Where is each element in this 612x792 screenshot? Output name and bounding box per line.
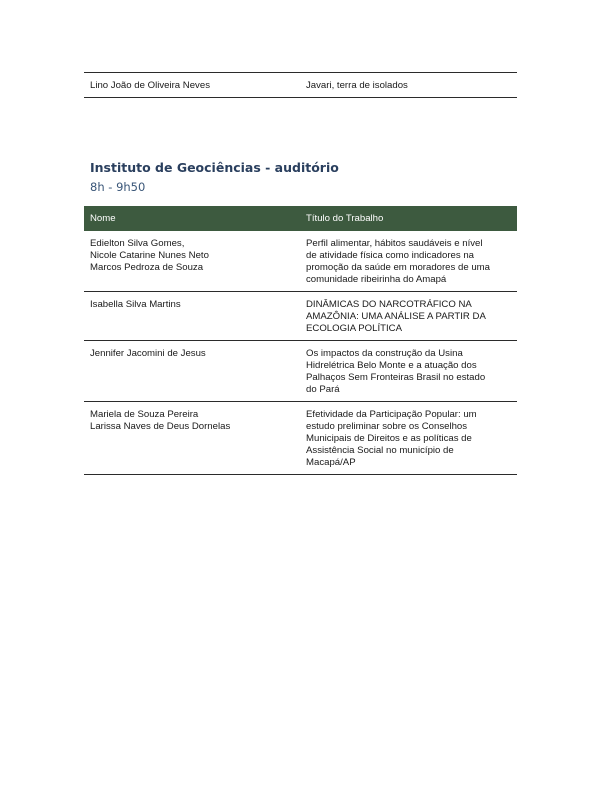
- paper-title: Javari, terra de isolados: [306, 80, 408, 91]
- previous-session-table: [84, 72, 517, 98]
- title-line: Efetividade da Participação Popular: um: [306, 409, 477, 420]
- title-line: estudo preliminar sobre os Conselhos: [306, 421, 468, 432]
- presenter-name: Larissa Naves de Deus Dornelas: [90, 421, 231, 432]
- title-line: Assistência Social no município de: [306, 445, 454, 456]
- paper-title: [300, 341, 517, 401]
- title-line: Municipais de Direitos e as políticas de: [306, 433, 472, 444]
- header-title: Título do Trabalho: [306, 213, 384, 224]
- table-header: [84, 206, 517, 231]
- table-row: [84, 401, 517, 474]
- presenter-name: Nicole Catarine Nunes Neto: [90, 250, 209, 261]
- title-line: DINÂMICAS DO NARCOTRÁFICO NA: [306, 299, 472, 310]
- section-time: 8h - 9h50: [90, 180, 146, 194]
- table-row: [84, 73, 517, 97]
- title-line: Hidrelétrica Belo Monte e a atuação dos: [306, 360, 477, 371]
- title-line: AMAZÔNIA: UMA ANÁLISE A PARTIR DA: [306, 311, 486, 322]
- title-line: comunidade ribeirinha do Amapá: [306, 274, 447, 285]
- presenter-names: [84, 292, 300, 340]
- table-row: [84, 291, 517, 340]
- title-line: ECOLOGIA POLÍTICA: [306, 323, 402, 334]
- paper-title: [300, 402, 517, 474]
- presenter-name: Mariela de Souza Pereira: [90, 409, 199, 420]
- presenter-name: Edielton Silva Gomes,: [90, 238, 185, 249]
- title-line: Palhaços Sem Fronteiras Brasil no estado: [306, 372, 486, 383]
- presenter-name: Isabella Silva Martins: [90, 299, 181, 310]
- presenter-names: [84, 231, 300, 291]
- title-line: Os impactos da construção da Usina: [306, 348, 463, 359]
- title-line: do Pará: [306, 384, 340, 395]
- header-name: Nome: [90, 213, 116, 224]
- presenter-name: Lino João de Oliveira Neves: [90, 80, 210, 91]
- presenter-name: Marcos Pedroza de Souza: [90, 262, 204, 273]
- table-body: [84, 231, 517, 474]
- title-line: promoção da saúde em moradores de uma: [306, 262, 490, 273]
- table-row: [84, 231, 517, 291]
- paper-title: [300, 231, 517, 291]
- table-row: [84, 340, 517, 401]
- title-line: Macapá/AP: [306, 457, 356, 468]
- presenter-names: [84, 341, 300, 401]
- presenter-name: Jennifer Jacomini de Jesus: [90, 348, 206, 359]
- section-title: Instituto de Geociências - auditório: [90, 160, 339, 175]
- paper-title: [300, 292, 517, 340]
- presenter-names: [84, 402, 300, 474]
- title-line: Perfil alimentar, hábitos saudáveis e nível: [306, 238, 483, 249]
- session-table: [84, 206, 517, 475]
- title-line: de atividade física como indicadores na: [306, 250, 474, 261]
